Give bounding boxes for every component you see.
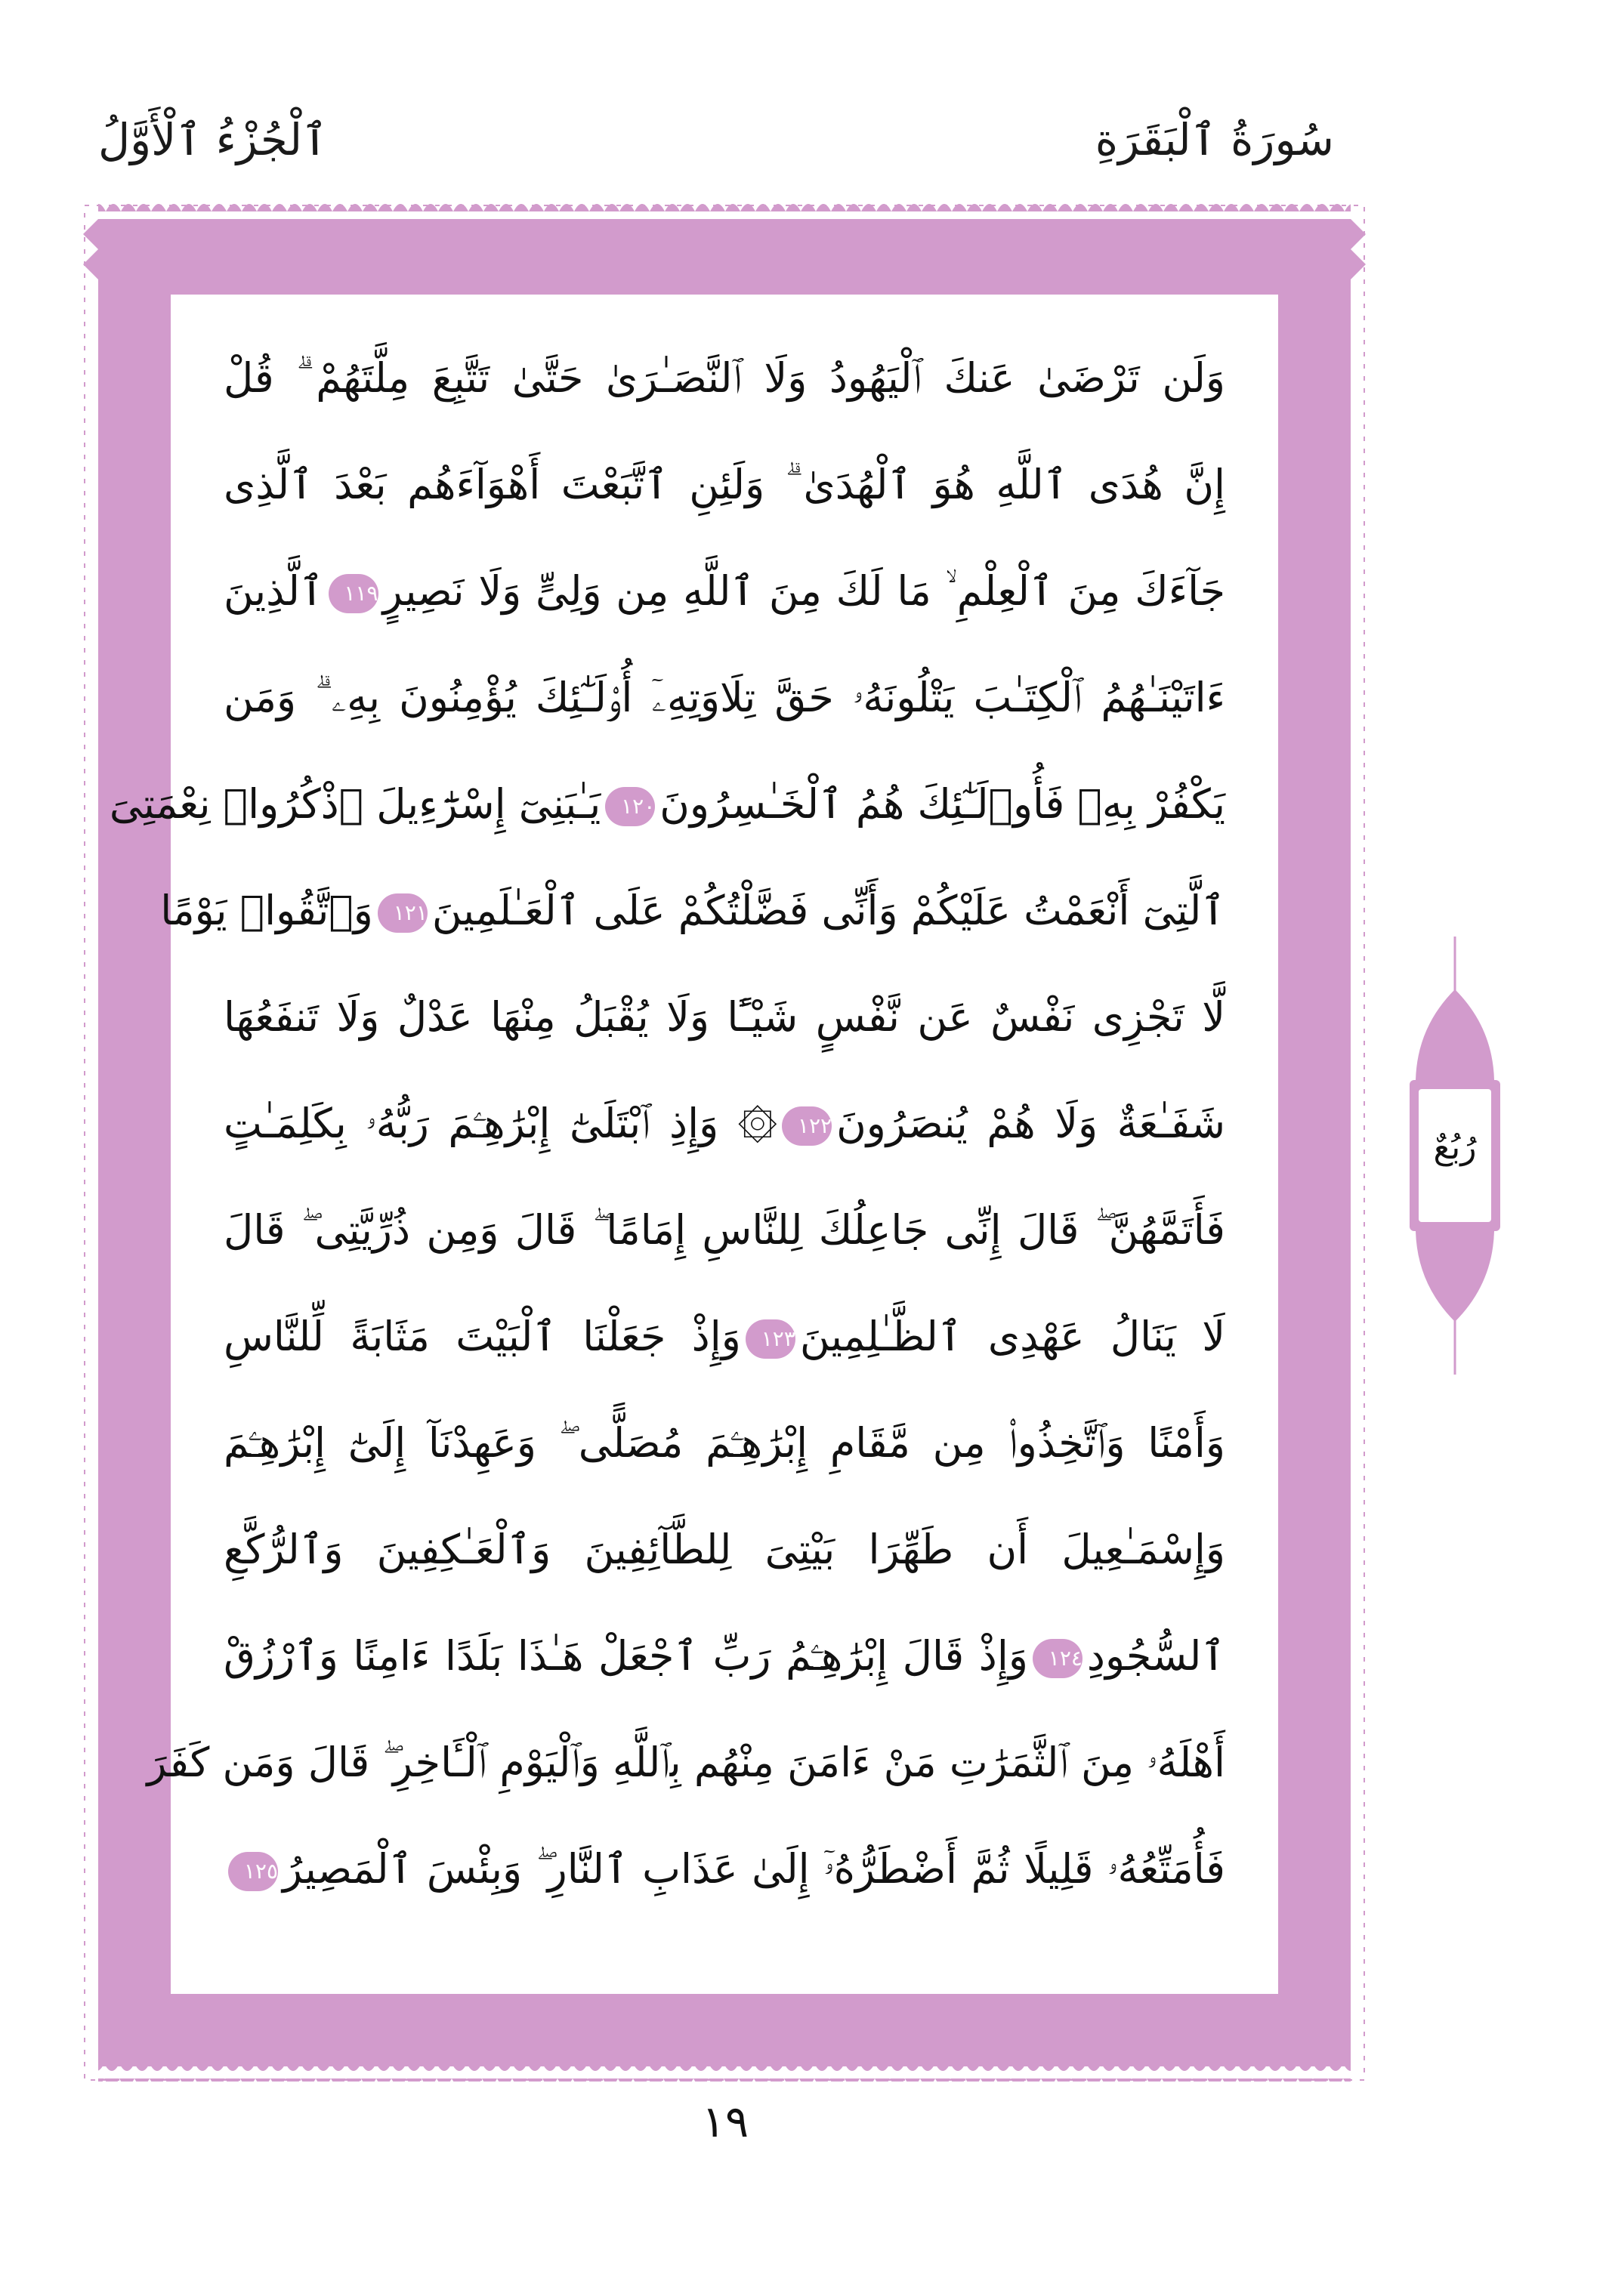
verse-text: لَا يَنَالُ عَهْدِى ٱلظَّـٰلِمِينَ: [799, 1313, 1226, 1360]
verse-line: [224, 1390, 1225, 1496]
verse-text-continued: وَٱتَّقُوا۟ يَوْمًا: [160, 887, 373, 934]
verse-text: إِنَّ هُدَى ٱللَّهِ هُوَ ٱلْهُدَىٰ ۗ وَلَئِنِ ٱتَّبَعْتَ أَهْوَآءَهُم بَعْدَ ٱلَّذِى: [224, 461, 1225, 508]
ayah-number-marker: ١٢٤: [1033, 1639, 1083, 1678]
verse-line: [224, 1177, 1225, 1283]
ayah-number-marker: ١٢٠: [605, 787, 655, 826]
verse-line: [160, 857, 1225, 964]
verse-text: وَإِسْمَـٰعِيلَ أَن طَهِّرَا بَيْتِىَ لِلطَّآئِفِينَ وَٱلْعَـٰكِفِينَ وَٱلرُّكَّعِ: [224, 1526, 1225, 1573]
verse-text: لَّا تَجْزِى نَفْسٌ عَن نَّفْسٍ شَيْـًٔا وَلَا يُقْبَلُ مِنْهَا عَدْلٌ وَلَا تَنفَعُهَا: [224, 993, 1225, 1041]
verse-line: [224, 644, 1225, 751]
ayah-number-marker: ١١٩: [329, 574, 378, 613]
verse-text: وَأَمْنًا وَٱتَّخِذُوا۟ مِن مَّقَامِ إِبْرَٰهِـۧمَ مُصَلًّى ۖ وَعَهِدْنَآ إِلَىٰٓ إِبْرَٰهِـۧمَ: [224, 1419, 1225, 1467]
verse-line: [224, 964, 1225, 1070]
ayah-number-marker: ١٢١: [378, 893, 428, 933]
verse-text-continued: ٱلَّذِينَ: [224, 567, 324, 615]
verse-text: أَهْلَهُۥ مِنَ ٱلثَّمَرَٰتِ مَنْ ءَامَنَ مِنْهُم بِٱللَّهِ وَٱلْيَوْمِ ٱلْـَٔاخِرِ ۖ قَالَ وَمَن كَفَرَ: [147, 1739, 1225, 1786]
verse-line: [224, 1603, 1225, 1709]
verse-line: [224, 1816, 1225, 1922]
ayah-number-marker: ١٢٣: [746, 1319, 795, 1359]
verse-line: [224, 1496, 1225, 1603]
rub-label: رُبُعٌ: [1433, 1128, 1477, 1167]
verse-line: [224, 1070, 1225, 1177]
verse-text: شَفَـٰعَةٌ وَلَا هُمْ يُنصَرُونَ: [836, 1100, 1225, 1147]
verse-text-continued: وَإِذْ جَعَلْنَا ٱلْبَيْتَ مَثَابَةً لِّلنَّاسِ: [224, 1313, 741, 1360]
surah-title: سُورَةُ ٱلْبَقَرَةِ: [1095, 114, 1334, 165]
verse-text: جَآءَكَ مِنَ ٱلْعِلْمِ ۙ مَا لَكَ مِنَ ٱللَّهِ مِن وَلِىٍّ وَلَا نَصِيرٍ: [382, 567, 1225, 615]
verse-text: ءَاتَيْنَـٰهُمُ ٱلْكِتَـٰبَ يَتْلُونَهُۥ حَقَّ تِلَاوَتِهِۦٓ أُو۟لَـٰٓئِكَ يُؤْمِنُونَ بِهِۦ ۗ وَمَن: [224, 674, 1225, 721]
verse-line: [224, 538, 1225, 644]
verse-line: [224, 431, 1225, 538]
verse-text: وَلَن تَرْضَىٰ عَنكَ ٱلْيَهُودُ وَلَا ٱلنَّصَـٰرَىٰ حَتَّىٰ تَتَّبِعَ مِلَّتَهُمْ ۗ قُلْ: [224, 354, 1225, 402]
verse-text: فَأُمَتِّعُهُۥ قَلِيلًا ثُمَّ أَضْطَرُّهُۥٓ إِلَىٰ عَذَابِ ٱلنَّارِ ۖ وَبِئْسَ ٱلْمَصِيرُ: [283, 1845, 1225, 1893]
verse-text: فَأَتَمَّهُنَّ ۖ قَالَ إِنِّى جَاعِلُكَ لِلنَّاسِ إِمَامًا ۖ قَالَ وَمِن ذُرِّيَّتِى ۖ قَالَ: [224, 1206, 1225, 1254]
verse-text-continued: وَإِذْ قَالَ إِبْرَٰهِـۧمُ رَبِّ ٱجْعَلْ هَـٰذَا بَلَدًا ءَامِنًا وَٱرْزُقْ: [224, 1632, 1028, 1680]
verse-text: يَكْفُرْ بِهِۦ فَأُو۟لَـٰٓئِكَ هُمُ ٱلْخَـٰسِرُونَ: [659, 780, 1225, 828]
verses-panel: [109, 295, 1278, 1994]
verse-line: [224, 1283, 1225, 1390]
juz-title: ٱلْجُزْءُ ٱلْأَوَّلُ: [98, 114, 329, 165]
verse-text-continued: يَـٰبَنِىٓ إِسْرَٰٓءِيلَ ٱذْكُرُوا۟ نِعْمَتِىَ: [109, 780, 601, 828]
verse-text-continued: ۞ وَإِذِ ٱبْتَلَىٰٓ إِبْرَٰهِـۧمَ رَبُّهُۥ بِكَلِمَـٰتٍ: [224, 1100, 778, 1147]
verse-line: [224, 325, 1225, 431]
verse-text: ٱلسُّجُودِ: [1086, 1632, 1225, 1680]
page-number: ١٩: [701, 2096, 749, 2147]
verse-text: ٱلَّتِىٓ أَنْعَمْتُ عَلَيْكُمْ وَأَنِّى فَضَّلْتُكُمْ عَلَى ٱلْعَـٰلَمِينَ: [431, 887, 1225, 934]
ayah-number-marker: ١٢٥: [228, 1852, 278, 1891]
verse-line: [109, 751, 1225, 857]
verse-line: [147, 1709, 1225, 1816]
ayah-number-marker: ١٢٢: [782, 1106, 832, 1146]
